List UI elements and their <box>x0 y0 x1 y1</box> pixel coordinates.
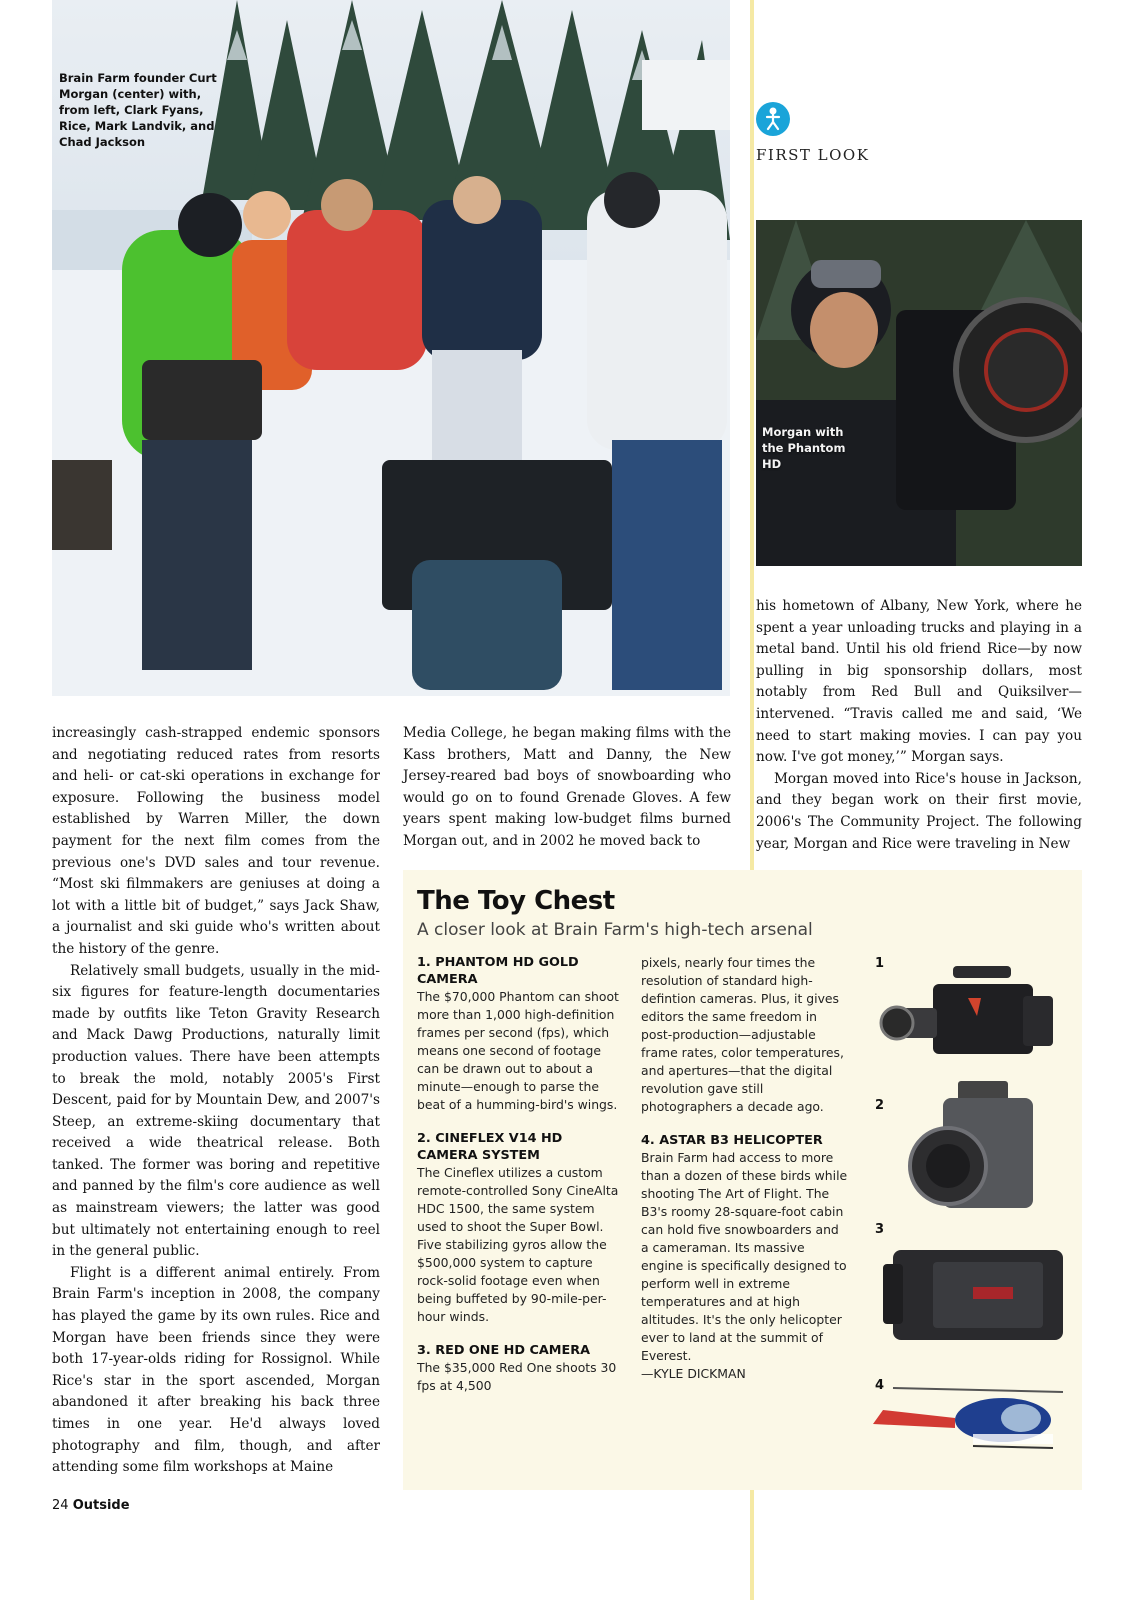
toy-item-body: pixels, nearly four times the resolution of standard high-defintion cameras. Plus, it gives editors the same freedom in post-production—adjustable frame rates, color temperatures, and apertures—that the digital revolution gave still photographers a decade ago. <box>641 955 844 1114</box>
helicopter-image <box>863 1378 1078 1468</box>
toy-item <box>417 1130 625 1326</box>
toy-item-heading: 3. RED ONE HD CAMERA <box>417 1343 590 1358</box>
toy-chest-box <box>403 870 1082 1490</box>
main-photo <box>52 0 730 696</box>
side-photo-caption: Morgan with the Phantom HD <box>762 425 846 471</box>
item-number: 3 <box>875 1222 885 1237</box>
section-label: FIRST LOOK <box>756 146 870 164</box>
toy-chest-column-1 <box>417 954 625 1411</box>
article-paragraph: increasingly cash-strapped endemic sponsors and negotiating reduced rates from resorts and heli- or cat-ski operations in exchange for exposure. Following the business model established by Warren Miller, the down payment for the next film comes from the previous one's DVD sales and tour revenue. “Most ski filmmakers are geniuses at doing a lot with a little bit of budget,” says Jack Shaw, a journalist and ski guide who's written about the history of the genre. <box>52 725 380 957</box>
toy-item <box>417 954 625 1114</box>
article-paragraph: Flight is a different animal entirely. From Brain Farm's inception in 2008, the company has played the game by its own rules. Rice and Morgan have been friends since they were both 17-year-olds riding for Rossignol. While Rice's star in the sport ascended, Morgan abandoned it after breaking his back three times in one year. He'd always loved photography and film, though, and after attending some film workshops at Maine <box>52 1264 380 1476</box>
cineflex-camera-image <box>873 1076 1063 1226</box>
toy-chest-credit: —KYLE DICKMAN <box>641 1366 746 1381</box>
hiker-icon <box>756 102 790 136</box>
article-paragraph: his hometown of Albany, New York, where he spent a year unloading trucks and playing in a metal band. Until his old friend Rice—by now pulling in big sponsorship dollars, most notably from Red Bull and Quiksilver—intervened. “Travis called me and said, ‘We need to start making movies. I can pay you now. I've got money,’” Morgan says. <box>756 598 1082 766</box>
item-number: 2 <box>875 1098 885 1113</box>
main-photo-caption: Brain Farm founder Curt Morgan (center) with, from left, Clark Fyans, Rice, Mark Landvik, and Chad Jackson <box>59 71 217 149</box>
toy-item-heading: 2. CINEFLEX V14 HD CAMERA SYSTEM <box>417 1131 563 1163</box>
toy-chest-subtitle: A closer look at Brain Farm's high-tech arsenal <box>417 920 813 940</box>
page-footer <box>52 1498 130 1513</box>
toy-item <box>417 1342 625 1395</box>
toy-item-body: The Cineflex utilizes a custom remote-controlled Sony CineAlta HDC 1500, the same system used to shoot the Super Bowl. Five stabilizing gyros allow the $500,000 system to capture rock-solid footage even when being buffeted by 90-mile-per-hour winds. <box>417 1165 619 1324</box>
red-one-camera-image <box>873 1242 1073 1352</box>
article-column-3 <box>756 596 1082 855</box>
article-paragraph: Media College, he began making films with the Kass brothers, Matt and Danny, the New Jersey-reared bad boys of snowboarding who would go on to found Grenade Gloves. A few years spent making low-budget films burned Morgan out, and in 2002 he moved back to <box>403 725 731 849</box>
toy-item-body: The $70,000 Phantom can shoot more than 1,000 high-definition frames per second (fps), which means one second of footage can be drawn out to about a minute—enough to parse the beat of a humming-bird's wings. <box>417 989 619 1112</box>
toy-item-heading: 1. PHANTOM HD GOLD CAMERA <box>417 955 579 987</box>
article-column-1 <box>52 723 380 1479</box>
toy-item <box>641 1132 849 1383</box>
toy-item-continued <box>641 954 849 1116</box>
article-column-2 <box>403 723 731 853</box>
toy-chest-column-2 <box>641 954 849 1399</box>
article-paragraph: Morgan moved into Rice's house in Jackson, and they began work on their first movie, 2006's The Community Project. The following year, Morgan and Rice were traveling in New <box>756 770 1082 852</box>
side-photo-illustration <box>756 220 1082 566</box>
item-number: 4 <box>875 1378 885 1393</box>
toy-chest-title: The Toy Chest <box>417 886 615 916</box>
toy-item-body: The $35,000 Red One shoots 30 fps at 4,500 <box>417 1360 617 1393</box>
phantom-camera-image <box>873 956 1063 1066</box>
toy-item-heading: 4. ASTAR B3 HELICOPTER <box>641 1133 823 1148</box>
article-paragraph: Relatively small budgets, usually in the mid-six figures for feature-length documentaries made by outfits like Teton Gravity Research and Mack Dawg Productions, naturally limit production values. There have been attempts to break the mold, notably 2005's First Descent, paid for by Mountain Dew, and 2007's Steep, an extreme-skiing documentary that received a wide theatrical release. Both tanked. The former was boring and repetitive and panned by the film's core audience as well as mainstream viewers; the latter was good but ultimately not entertaining enough to reel in the general public. <box>52 962 380 1260</box>
item-number: 1 <box>875 956 885 971</box>
toy-item-body: Brain Farm had access to more than a dozen of these birds while shooting The Art of Flight. The B3's roomy 28-square-foot cabin can hold five snowboarders and a cameraman. Its massive engine is specifically designed to perform well in extreme temperatures and at high altitudes. It's the only helicopter ever to land at the summit of Everest. <box>641 1150 848 1363</box>
page-number: 24 <box>52 1498 69 1513</box>
first-look-icon <box>756 102 790 136</box>
magazine-name: Outside <box>72 1498 130 1513</box>
side-photo <box>756 220 1082 566</box>
